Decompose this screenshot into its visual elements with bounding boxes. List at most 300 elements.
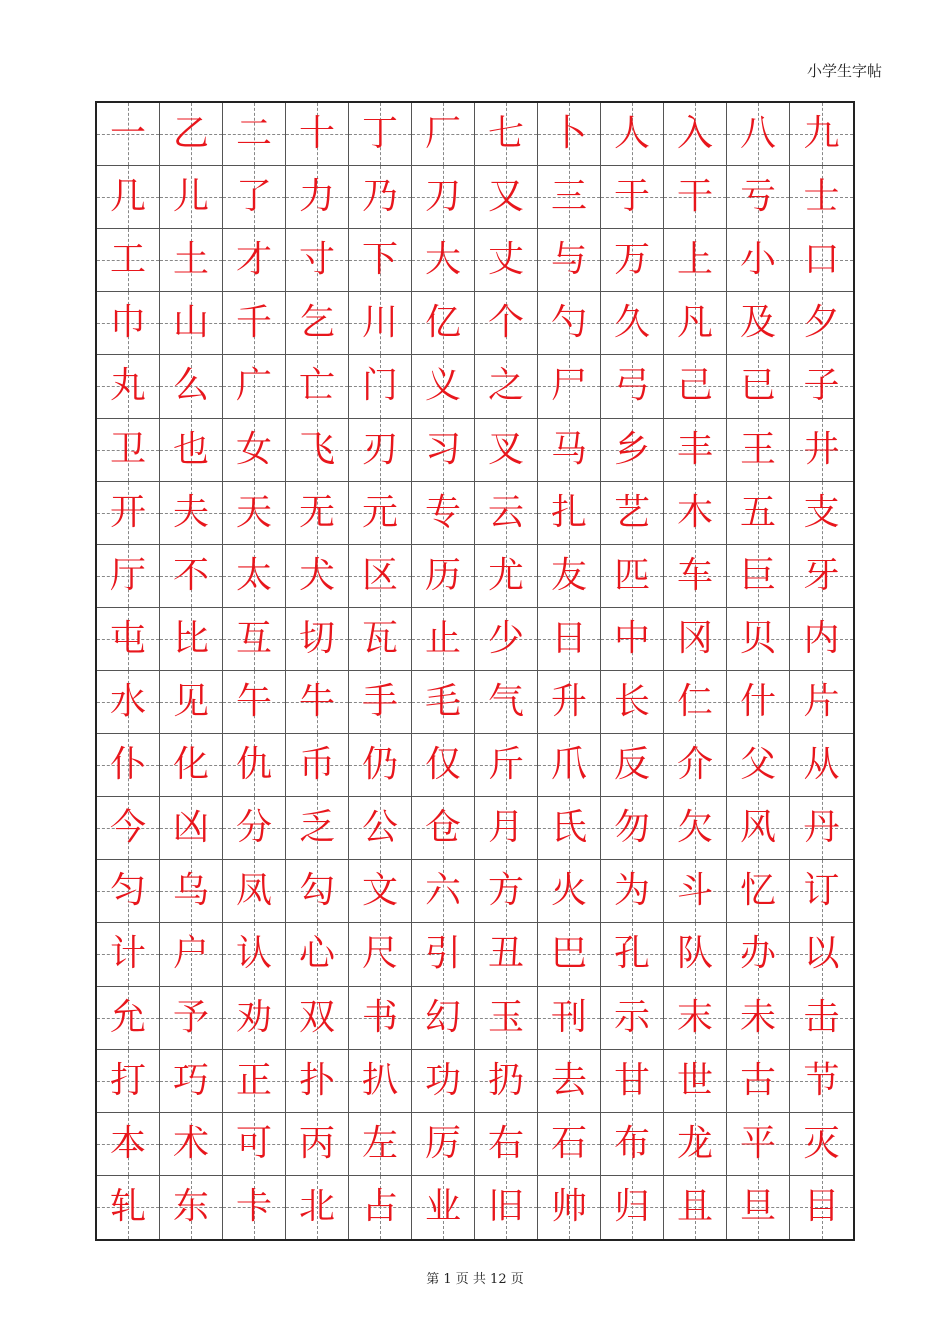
practice-character: 亡 bbox=[298, 365, 335, 407]
practice-cell bbox=[727, 103, 790, 166]
practice-cell bbox=[538, 734, 601, 797]
practice-cell bbox=[160, 355, 223, 418]
practice-cell bbox=[412, 671, 475, 734]
practice-character: 天 bbox=[235, 491, 272, 533]
practice-character: 孔 bbox=[613, 933, 650, 975]
practice-cell bbox=[664, 1113, 727, 1176]
practice-character: 术 bbox=[172, 1122, 209, 1164]
practice-character: 个 bbox=[487, 302, 524, 344]
practice-cell bbox=[286, 860, 349, 923]
practice-cell bbox=[664, 1176, 727, 1239]
practice-character: 也 bbox=[172, 428, 209, 470]
practice-character: 八 bbox=[739, 113, 776, 155]
practice-cell bbox=[790, 1176, 853, 1239]
practice-character: 内 bbox=[803, 617, 840, 659]
practice-cell bbox=[349, 797, 412, 860]
practice-cell bbox=[538, 797, 601, 860]
practice-cell bbox=[601, 923, 664, 986]
practice-cell bbox=[601, 860, 664, 923]
practice-cell bbox=[475, 1050, 538, 1113]
practice-cell bbox=[475, 671, 538, 734]
practice-character: 毛 bbox=[424, 681, 461, 723]
practice-cell bbox=[475, 797, 538, 860]
practice-cell bbox=[286, 419, 349, 482]
practice-character: 北 bbox=[298, 1186, 335, 1228]
practice-cell bbox=[664, 1050, 727, 1113]
practice-cell bbox=[349, 608, 412, 671]
practice-character: 夕 bbox=[803, 302, 840, 344]
practice-character: 历 bbox=[424, 554, 461, 596]
practice-cell bbox=[286, 229, 349, 292]
practice-character: 长 bbox=[613, 681, 650, 723]
practice-character: 丹 bbox=[803, 807, 840, 849]
practice-character: 叉 bbox=[487, 428, 524, 470]
practice-character: 习 bbox=[424, 428, 461, 470]
practice-cell bbox=[223, 923, 286, 986]
practice-character: 仅 bbox=[424, 744, 461, 786]
practice-cell bbox=[790, 545, 853, 608]
practice-character: 中 bbox=[613, 617, 650, 659]
practice-character: 升 bbox=[550, 681, 587, 723]
practice-cell bbox=[97, 734, 160, 797]
practice-character: 风 bbox=[739, 807, 776, 849]
practice-cell bbox=[475, 482, 538, 545]
practice-character: 女 bbox=[235, 428, 272, 470]
practice-cell bbox=[412, 545, 475, 608]
practice-character: 子 bbox=[803, 365, 840, 407]
practice-character: 办 bbox=[739, 933, 776, 975]
practice-character: 己 bbox=[676, 365, 713, 407]
practice-cell bbox=[538, 103, 601, 166]
practice-cell bbox=[664, 671, 727, 734]
practice-cell bbox=[412, 229, 475, 292]
practice-cell bbox=[160, 292, 223, 355]
character-practice-grid bbox=[95, 101, 855, 1241]
practice-character: 无 bbox=[298, 491, 335, 533]
practice-character: 开 bbox=[109, 491, 146, 533]
practice-cell bbox=[790, 860, 853, 923]
practice-character: 屯 bbox=[109, 617, 146, 659]
practice-cell bbox=[475, 103, 538, 166]
practice-character: 土 bbox=[172, 239, 209, 281]
practice-character: 以 bbox=[803, 933, 840, 975]
practice-cell bbox=[475, 292, 538, 355]
practice-cell bbox=[286, 545, 349, 608]
practice-cell bbox=[412, 860, 475, 923]
practice-cell bbox=[223, 482, 286, 545]
practice-character: 末 bbox=[676, 996, 713, 1038]
page-header-title: 小学生字帖 bbox=[806, 62, 882, 80]
practice-cell bbox=[223, 419, 286, 482]
practice-character: 冈 bbox=[676, 617, 713, 659]
practice-cell bbox=[538, 987, 601, 1050]
practice-character: 见 bbox=[172, 681, 209, 723]
practice-cell bbox=[664, 545, 727, 608]
practice-cell bbox=[664, 797, 727, 860]
practice-character: 公 bbox=[361, 807, 398, 849]
practice-character: 仍 bbox=[361, 744, 398, 786]
practice-character: 巧 bbox=[172, 1059, 209, 1101]
practice-character: 本 bbox=[109, 1122, 146, 1164]
practice-cell bbox=[790, 987, 853, 1050]
practice-cell bbox=[97, 860, 160, 923]
practice-cell bbox=[727, 860, 790, 923]
practice-character: 灭 bbox=[803, 1122, 840, 1164]
practice-cell bbox=[538, 355, 601, 418]
practice-character: 从 bbox=[803, 744, 840, 786]
practice-cell bbox=[412, 292, 475, 355]
practice-cell bbox=[223, 545, 286, 608]
practice-character: 又 bbox=[487, 176, 524, 218]
practice-character: 木 bbox=[676, 491, 713, 533]
practice-character: 水 bbox=[109, 681, 146, 723]
practice-character: 夫 bbox=[172, 491, 209, 533]
practice-cell bbox=[475, 419, 538, 482]
practice-character: 龙 bbox=[676, 1122, 713, 1164]
practice-character: 小 bbox=[739, 239, 776, 281]
practice-cell bbox=[475, 355, 538, 418]
practice-cell bbox=[664, 923, 727, 986]
practice-cell bbox=[160, 166, 223, 229]
practice-cell bbox=[538, 545, 601, 608]
practice-character: 扔 bbox=[487, 1059, 524, 1101]
practice-character: 万 bbox=[613, 239, 650, 281]
practice-cell bbox=[97, 482, 160, 545]
practice-character: 凤 bbox=[235, 870, 272, 912]
practice-cell bbox=[475, 229, 538, 292]
practice-character: 计 bbox=[109, 933, 146, 975]
practice-cell bbox=[349, 419, 412, 482]
practice-cell bbox=[664, 166, 727, 229]
practice-cell bbox=[790, 1050, 853, 1113]
practice-character: 了 bbox=[235, 176, 272, 218]
practice-character: 且 bbox=[676, 1186, 713, 1228]
practice-cell bbox=[538, 1176, 601, 1239]
practice-character: 太 bbox=[235, 554, 272, 596]
practice-cell bbox=[349, 355, 412, 418]
practice-character: 巨 bbox=[739, 554, 776, 596]
practice-cell bbox=[223, 1176, 286, 1239]
practice-cell bbox=[97, 987, 160, 1050]
practice-cell bbox=[412, 1113, 475, 1176]
practice-character: 旧 bbox=[487, 1186, 524, 1228]
practice-cell bbox=[223, 355, 286, 418]
practice-cell bbox=[97, 1050, 160, 1113]
practice-cell bbox=[349, 1113, 412, 1176]
practice-cell bbox=[790, 229, 853, 292]
practice-cell bbox=[286, 1050, 349, 1113]
practice-cell bbox=[223, 987, 286, 1050]
practice-character: 牙 bbox=[803, 554, 840, 596]
practice-character: 几 bbox=[109, 176, 146, 218]
practice-character: 欠 bbox=[676, 807, 713, 849]
practice-cell bbox=[97, 292, 160, 355]
practice-cell bbox=[601, 229, 664, 292]
practice-character: 节 bbox=[803, 1059, 840, 1101]
practice-character: 入 bbox=[676, 113, 713, 155]
practice-character: 心 bbox=[298, 933, 335, 975]
practice-cell bbox=[97, 419, 160, 482]
practice-cell bbox=[97, 355, 160, 418]
practice-character: 扒 bbox=[361, 1059, 398, 1101]
practice-cell bbox=[223, 103, 286, 166]
practice-character: 仇 bbox=[235, 744, 272, 786]
practice-character: 队 bbox=[676, 933, 713, 975]
practice-character: 厉 bbox=[424, 1122, 461, 1164]
practice-character: 旦 bbox=[739, 1186, 776, 1228]
practice-cell bbox=[160, 1113, 223, 1176]
practice-character: 才 bbox=[235, 239, 272, 281]
practice-character: 打 bbox=[109, 1059, 146, 1101]
practice-character: 反 bbox=[613, 744, 650, 786]
practice-character: 丙 bbox=[298, 1122, 335, 1164]
practice-cell bbox=[97, 608, 160, 671]
practice-cell bbox=[538, 608, 601, 671]
practice-character: 互 bbox=[235, 617, 272, 659]
practice-character: 山 bbox=[172, 302, 209, 344]
practice-cell bbox=[538, 1113, 601, 1176]
practice-cell bbox=[412, 987, 475, 1050]
practice-character: 下 bbox=[361, 239, 398, 281]
practice-character: 认 bbox=[235, 933, 272, 975]
practice-cell bbox=[160, 923, 223, 986]
practice-character: 区 bbox=[361, 554, 398, 596]
practice-character: 东 bbox=[172, 1186, 209, 1228]
practice-character: 勺 bbox=[550, 302, 587, 344]
practice-cell bbox=[475, 923, 538, 986]
practice-cell bbox=[349, 229, 412, 292]
practice-character: 乡 bbox=[613, 428, 650, 470]
practice-character: 手 bbox=[361, 681, 398, 723]
practice-cell bbox=[664, 482, 727, 545]
practice-character: 已 bbox=[739, 365, 776, 407]
practice-character: 儿 bbox=[172, 176, 209, 218]
practice-character: 扎 bbox=[550, 491, 587, 533]
practice-cell bbox=[727, 482, 790, 545]
practice-cell bbox=[97, 545, 160, 608]
practice-character: 二 bbox=[235, 113, 272, 155]
practice-cell bbox=[601, 419, 664, 482]
practice-character: 一 bbox=[109, 113, 146, 155]
practice-cell bbox=[790, 734, 853, 797]
practice-cell bbox=[664, 103, 727, 166]
practice-cell bbox=[790, 355, 853, 418]
practice-cell bbox=[727, 1113, 790, 1176]
practice-character: 业 bbox=[424, 1186, 461, 1228]
practice-character: 勾 bbox=[298, 870, 335, 912]
practice-cell bbox=[601, 608, 664, 671]
practice-character: 士 bbox=[803, 176, 840, 218]
practice-cell bbox=[160, 608, 223, 671]
practice-cell bbox=[286, 1176, 349, 1239]
practice-character: 双 bbox=[298, 996, 335, 1038]
practice-character: 刃 bbox=[361, 428, 398, 470]
practice-character: 引 bbox=[424, 933, 461, 975]
practice-character: 布 bbox=[613, 1122, 650, 1164]
practice-cell bbox=[601, 671, 664, 734]
practice-cell bbox=[97, 103, 160, 166]
practice-character: 厂 bbox=[424, 113, 461, 155]
practice-character: 幻 bbox=[424, 996, 461, 1038]
practice-character: 平 bbox=[739, 1122, 776, 1164]
practice-cell bbox=[349, 671, 412, 734]
practice-cell bbox=[601, 987, 664, 1050]
practice-character: 贝 bbox=[739, 617, 776, 659]
practice-character: 劝 bbox=[235, 996, 272, 1038]
practice-cell bbox=[349, 1050, 412, 1113]
practice-character: 卫 bbox=[109, 428, 146, 470]
practice-character: 古 bbox=[739, 1059, 776, 1101]
practice-character: 六 bbox=[424, 870, 461, 912]
page-number-footer: 第 1 页 共 12 页 bbox=[426, 1272, 524, 1287]
practice-character: 巾 bbox=[109, 302, 146, 344]
practice-character: 久 bbox=[613, 302, 650, 344]
practice-character: 九 bbox=[803, 113, 840, 155]
practice-character: 专 bbox=[424, 491, 461, 533]
practice-cell bbox=[160, 987, 223, 1050]
practice-cell bbox=[664, 860, 727, 923]
practice-character: 仓 bbox=[424, 807, 461, 849]
practice-cell bbox=[601, 797, 664, 860]
practice-cell bbox=[538, 923, 601, 986]
practice-cell bbox=[160, 482, 223, 545]
practice-character: 及 bbox=[739, 302, 776, 344]
practice-cell bbox=[727, 987, 790, 1050]
practice-character: 门 bbox=[361, 365, 398, 407]
practice-cell bbox=[727, 923, 790, 986]
practice-character: 乃 bbox=[361, 176, 398, 218]
practice-character: 分 bbox=[235, 807, 272, 849]
practice-cell bbox=[601, 545, 664, 608]
practice-cell bbox=[664, 229, 727, 292]
practice-cell bbox=[790, 671, 853, 734]
practice-character: 占 bbox=[361, 1186, 398, 1228]
practice-cell bbox=[601, 1176, 664, 1239]
practice-character: 今 bbox=[109, 807, 146, 849]
practice-character: 为 bbox=[613, 870, 650, 912]
practice-cell bbox=[286, 608, 349, 671]
practice-character: 么 bbox=[172, 365, 209, 407]
practice-cell bbox=[223, 734, 286, 797]
practice-character: 马 bbox=[550, 428, 587, 470]
practice-character: 卜 bbox=[550, 113, 587, 155]
practice-character: 五 bbox=[739, 491, 776, 533]
practice-cell bbox=[412, 734, 475, 797]
practice-cell bbox=[601, 734, 664, 797]
practice-character: 斗 bbox=[676, 870, 713, 912]
practice-character: 火 bbox=[550, 870, 587, 912]
practice-character: 击 bbox=[803, 996, 840, 1038]
practice-cell bbox=[790, 797, 853, 860]
practice-character: 广 bbox=[235, 365, 272, 407]
practice-cell bbox=[286, 482, 349, 545]
practice-cell bbox=[475, 987, 538, 1050]
practice-cell bbox=[412, 608, 475, 671]
practice-cell bbox=[664, 987, 727, 1050]
practice-character: 瓦 bbox=[361, 617, 398, 659]
practice-cell bbox=[223, 1113, 286, 1176]
practice-cell bbox=[412, 1176, 475, 1239]
practice-cell bbox=[412, 166, 475, 229]
practice-cell bbox=[97, 797, 160, 860]
practice-character: 友 bbox=[550, 554, 587, 596]
practice-character: 卡 bbox=[235, 1186, 272, 1228]
practice-character: 刀 bbox=[424, 176, 461, 218]
practice-cell bbox=[349, 482, 412, 545]
practice-character: 世 bbox=[676, 1059, 713, 1101]
practice-character: 之 bbox=[487, 365, 524, 407]
practice-character: 川 bbox=[361, 302, 398, 344]
practice-character: 斤 bbox=[487, 744, 524, 786]
practice-character: 十 bbox=[298, 113, 335, 155]
practice-character: 仁 bbox=[676, 681, 713, 723]
practice-character: 丑 bbox=[487, 933, 524, 975]
practice-character: 亿 bbox=[424, 302, 461, 344]
practice-cell bbox=[286, 166, 349, 229]
practice-cell bbox=[286, 355, 349, 418]
practice-character: 少 bbox=[487, 617, 524, 659]
practice-cell bbox=[790, 1113, 853, 1176]
practice-character: 比 bbox=[172, 617, 209, 659]
practice-character: 未 bbox=[739, 996, 776, 1038]
practice-character: 匹 bbox=[613, 554, 650, 596]
practice-character: 文 bbox=[361, 870, 398, 912]
practice-cell bbox=[538, 292, 601, 355]
practice-character: 帅 bbox=[550, 1186, 587, 1228]
practice-character: 七 bbox=[487, 113, 524, 155]
practice-character: 艺 bbox=[613, 491, 650, 533]
practice-character: 凡 bbox=[676, 302, 713, 344]
practice-character: 大 bbox=[424, 239, 461, 281]
practice-cell bbox=[790, 482, 853, 545]
practice-cell bbox=[727, 292, 790, 355]
practice-cell bbox=[412, 103, 475, 166]
practice-character: 币 bbox=[298, 744, 335, 786]
practice-character: 寸 bbox=[298, 239, 335, 281]
practice-character: 可 bbox=[235, 1122, 272, 1164]
practice-character: 于 bbox=[613, 176, 650, 218]
practice-cell bbox=[349, 166, 412, 229]
practice-cell bbox=[601, 103, 664, 166]
practice-cell bbox=[349, 987, 412, 1050]
practice-cell bbox=[727, 608, 790, 671]
practice-cell bbox=[286, 1113, 349, 1176]
practice-character: 归 bbox=[613, 1186, 650, 1228]
practice-cell bbox=[538, 419, 601, 482]
practice-character: 工 bbox=[109, 239, 146, 281]
practice-cell bbox=[223, 860, 286, 923]
practice-cell bbox=[664, 292, 727, 355]
practice-cell bbox=[412, 355, 475, 418]
practice-character: 不 bbox=[172, 554, 209, 596]
practice-cell bbox=[538, 166, 601, 229]
practice-cell bbox=[538, 482, 601, 545]
practice-cell bbox=[412, 797, 475, 860]
practice-cell bbox=[664, 734, 727, 797]
practice-character: 上 bbox=[676, 239, 713, 281]
practice-cell bbox=[349, 545, 412, 608]
practice-cell bbox=[475, 545, 538, 608]
practice-cell bbox=[601, 482, 664, 545]
practice-cell bbox=[664, 419, 727, 482]
practice-cell bbox=[160, 103, 223, 166]
practice-cell bbox=[97, 1113, 160, 1176]
practice-character: 义 bbox=[424, 365, 461, 407]
practice-cell bbox=[286, 923, 349, 986]
practice-character: 日 bbox=[550, 617, 587, 659]
practice-cell bbox=[223, 608, 286, 671]
practice-cell bbox=[475, 860, 538, 923]
